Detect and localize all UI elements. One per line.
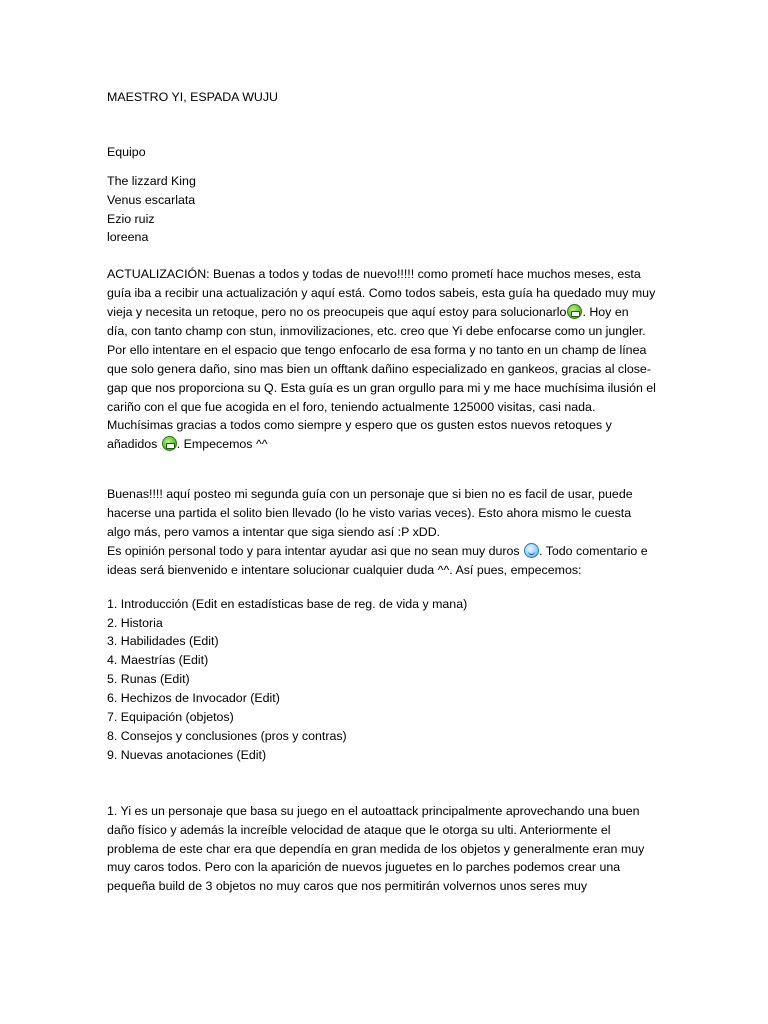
text-segment: . Hoy en [582,305,629,320]
section-1-paragraph [107,802,667,896]
paragraph-line: ACTUALIZACIÓN: Buenas a todos y todas de nuevo!!!!! como prometí hace muchos meses, esta [107,267,641,282]
paragraph-line [107,303,667,322]
paragraph-line: guía iba a recibir una actualización y aquí está. Como todos sabeis, esta guía ha quedado muy muy [107,286,656,301]
paragraph-line: día, con tanto champ con stun, inmovilizaciones, etc. creo que Yi debe enfocarse como un jungler. [107,324,646,339]
toc-item: 7. Equipación (objetos) [107,710,234,725]
toc-item: 6. Hechizos de Invocador (Edit) [107,691,280,706]
smile-emoji-icon [524,543,539,558]
paragraph-line: ideas será bienvenido e intentare solucionar cualquier duda ^^. Así pues, empecemos: [107,562,582,577]
paragraph-line: que solo genera daño, sino mas bien un offtank dañino especializado en gankeos, gracias al close- [107,361,651,376]
text-segment: vieja y necesita un retoque, pero no os preocupeis que aquí estoy para solucionarlo [107,305,567,320]
text-segment: . Empecemos ^^ [176,437,268,452]
update-paragraph [107,265,667,454]
team-member: The lizzard King [107,173,196,188]
paragraph-line: cariño con el que fue acogida en el foro, teniendo actualmente 125000 visitas, casi nada. [107,399,596,414]
paragraph-line: gap que nos proporciona su Q. Esta guía es un gran orgullo para mi y me hace muchísima ilusión el [107,380,656,395]
paragraph-line: pequeña build de 3 objetos no muy caros que nos permitirán volvernos unos seres muy [107,879,588,894]
paragraph-line [107,435,667,454]
team-member: loreena [107,230,149,245]
toc-item: 4. Maestrías (Edit) [107,653,209,668]
paragraph-line: Muchísimas gracias a todos como siempre y espero que os gusten estos nuevos retoques y [107,418,612,433]
paragraph-line: problema de este char era que dependía en gran medida de los objetos y generalmente eran muy [107,841,645,856]
paragraph-line: hacerse una partida el solito bien llevado (lo he visto varias veces). Esto ahora mismo le cuesta [107,506,632,521]
toc-item: 3. Habilidades (Edit) [107,634,219,649]
document-page [107,88,667,896]
toc-item: 9. Nuevas anotaciones (Edit) [107,747,267,762]
toc-item: 5. Runas (Edit) [107,672,190,687]
paragraph-line: 1. Yi es un personaje que basa su juego en el autoattack principalmente aprovechando una buen [107,803,640,818]
intro-paragraph [107,485,667,579]
text-segment: Es opinión personal todo y para intentar ayudar asi que no sean muy duros [107,543,520,558]
team-heading: Equipo [107,144,146,159]
toc-item: 1. Introducción (Edit en estadísticas base de reg. de vida y mana) [107,596,468,611]
paragraph-line: Buenas!!!! aquí posteo mi segunda guía con un personaje que si bien no es facil de usar, puede [107,487,633,502]
team-member: Venus escarlata [107,192,196,207]
toc-item: 8. Consejos y conclusiones (pros y contras) [107,728,347,743]
paragraph-line [107,542,667,561]
text-segment: añadidos [107,437,158,452]
table-of-contents [107,595,667,765]
grin-emoji-icon [567,304,582,319]
paragraph-line: Por ello intentare en el espacio que tengo enfocarlo de esa forma y no tanto en un champ de línea [107,342,647,357]
team-member: Ezio ruiz [107,211,155,226]
paragraph-line: algo más, pero vamos a intentar que siga siendo así :P xDD. [107,525,441,540]
document-title: MAESTRO YI, ESPADA WUJU [107,90,278,104]
paragraph-line: muy caros todos. Pero con la aparición de nuevos juguetes en lo parches podemos crear una [107,860,621,875]
text-segment: . Todo comentario e [539,543,648,558]
paragraph-line: daño físico y además la increíble velocidad de ataque que le otorga su ulti. Anteriormente el [107,822,611,837]
toc-item: 2. Historia [107,615,163,630]
grin-emoji-icon [162,436,177,451]
